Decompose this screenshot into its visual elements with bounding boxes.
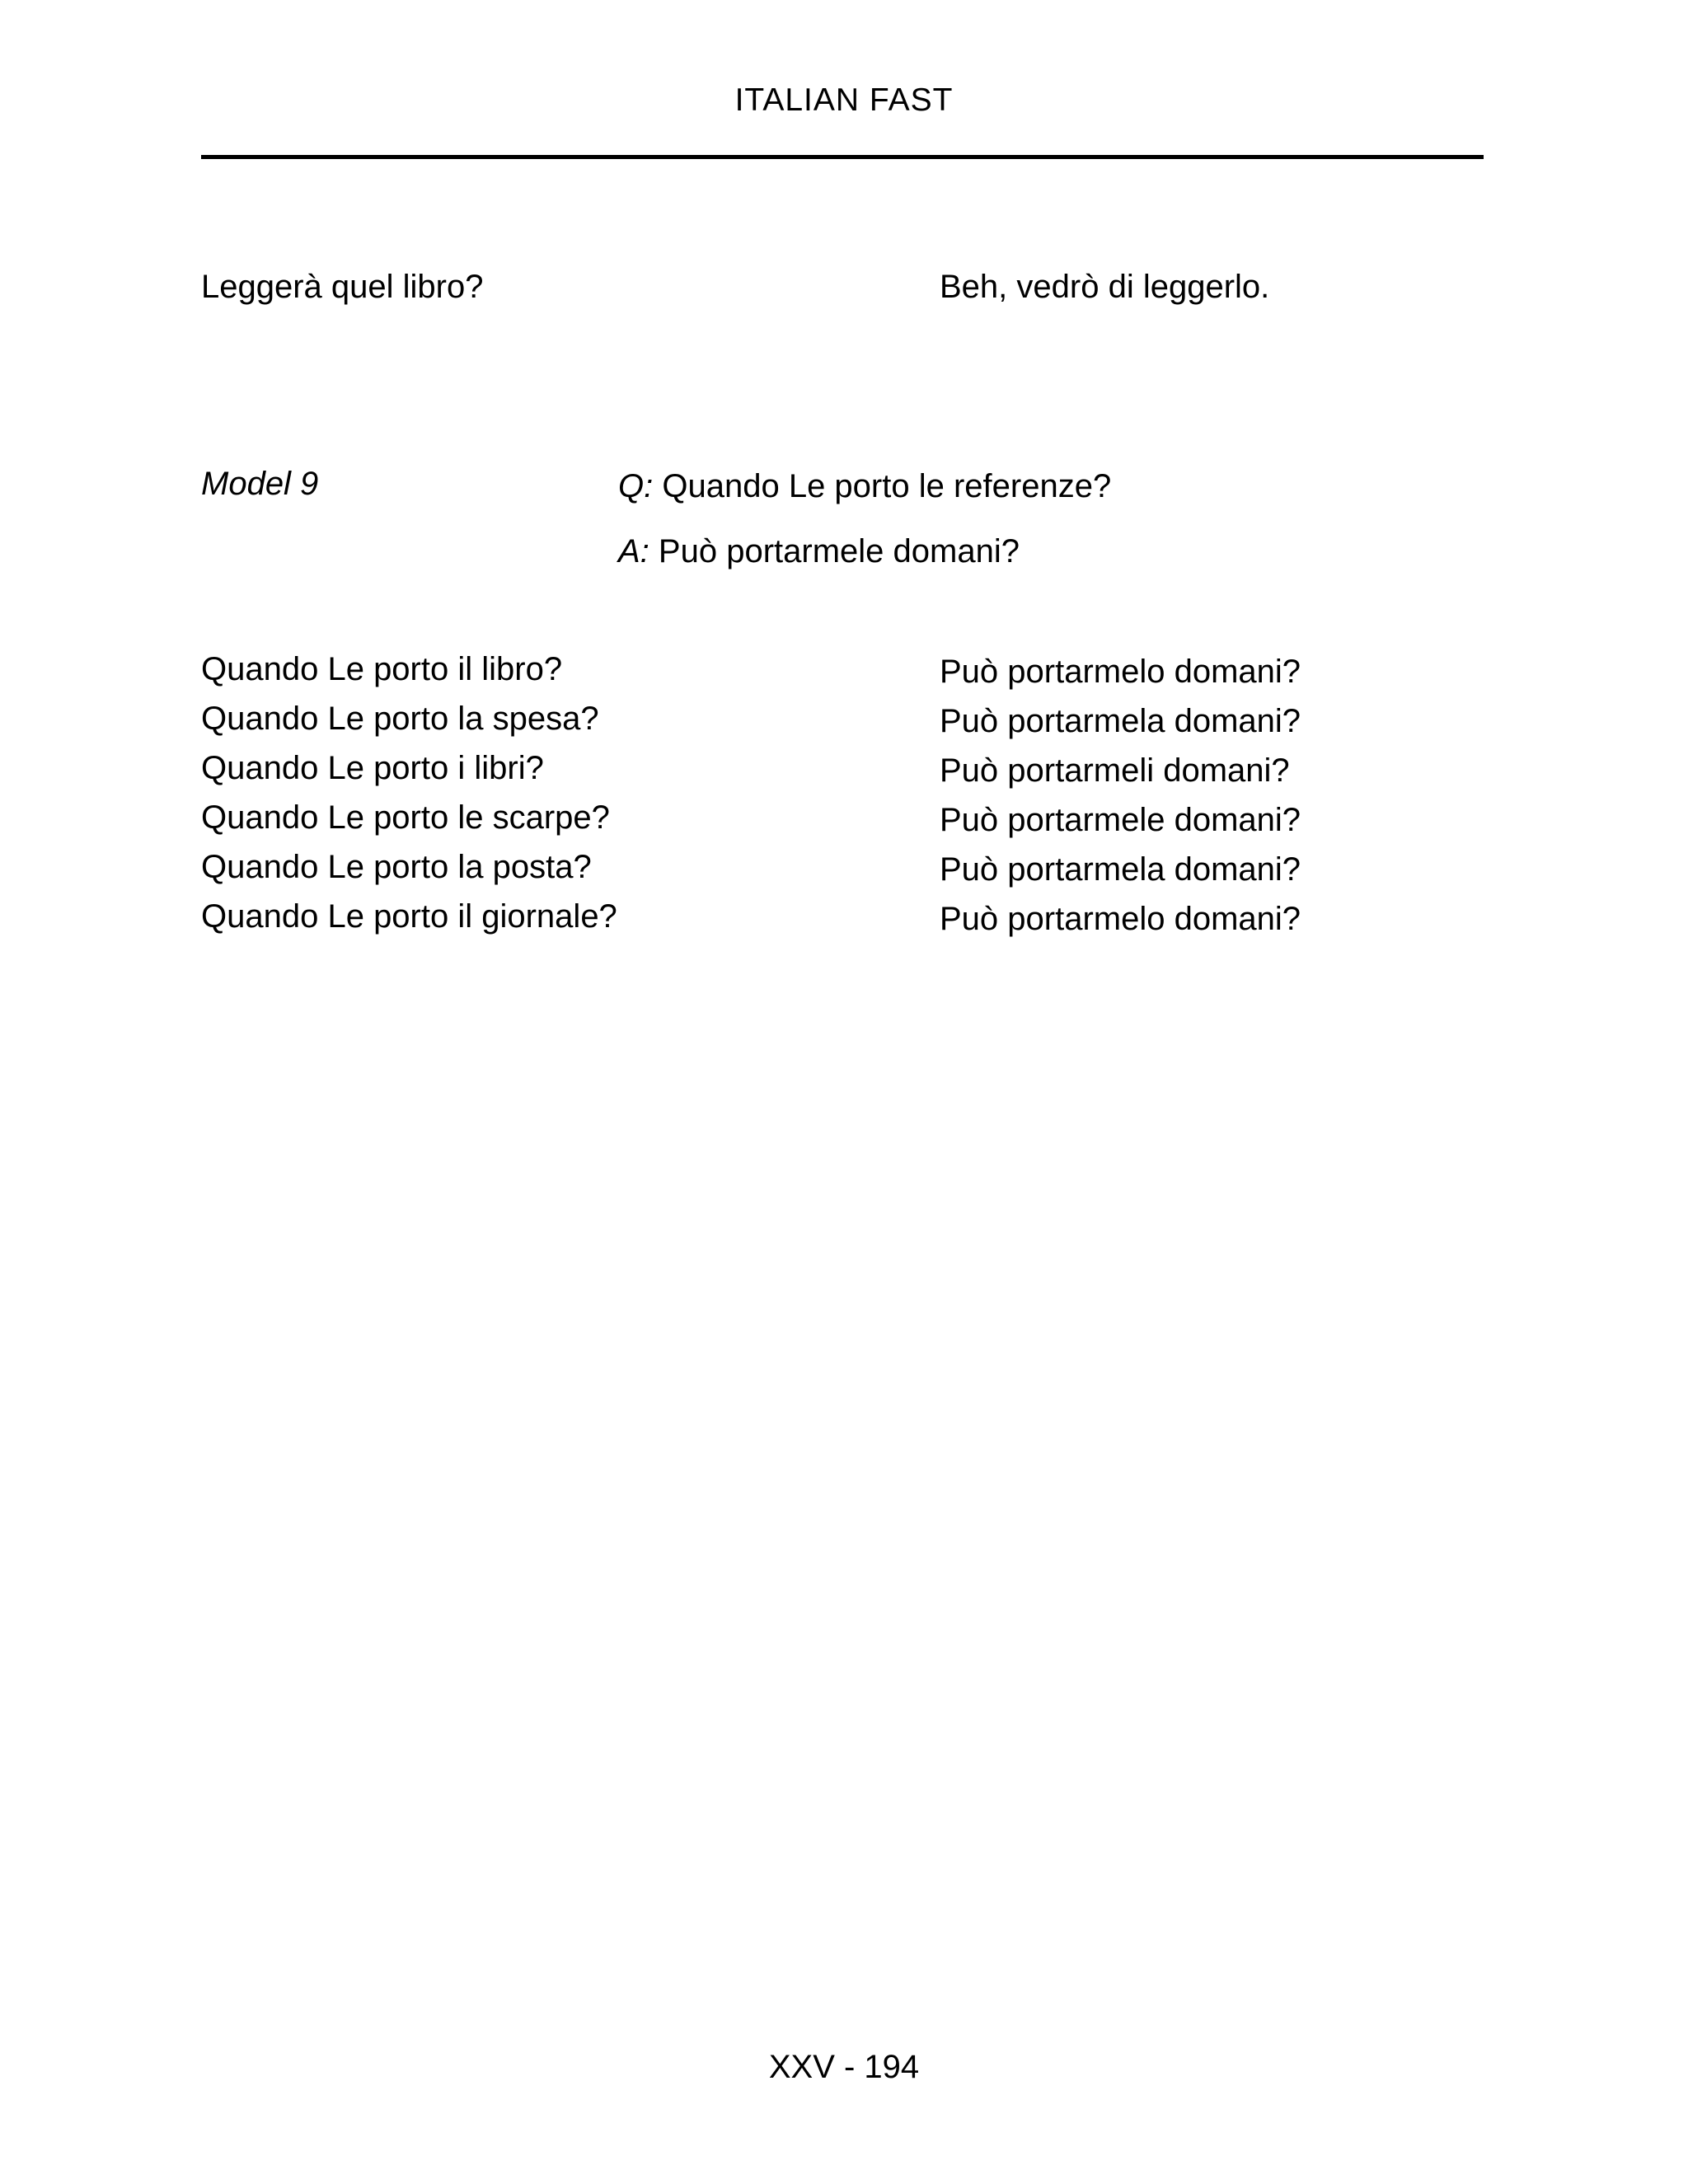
model-q-text: Quando Le porto le referenze? bbox=[662, 468, 1112, 504]
drill-cue: Quando Le porto i libri? bbox=[201, 750, 544, 786]
drill-response: Può portarmeli domani? bbox=[940, 752, 1290, 789]
drill-cue: Quando Le porto il libro? bbox=[201, 651, 563, 687]
example-question: Leggerà quel libro? bbox=[201, 269, 484, 305]
drill-response: Può portarmele domani? bbox=[940, 802, 1301, 838]
running-header: ITALIAN FAST bbox=[734, 82, 954, 118]
page-number: XXV - 194 bbox=[768, 2049, 920, 2085]
drill-cue: Quando Le porto il giornale? bbox=[201, 898, 617, 935]
model-a-text: Può portarmele domani? bbox=[658, 533, 1020, 569]
model-answer bbox=[618, 532, 1020, 571]
drill-cue: Quando Le porto la posta? bbox=[201, 849, 592, 885]
drill-cue: Quando Le porto le scarpe? bbox=[201, 799, 610, 836]
model-a-prefix: A: bbox=[618, 533, 649, 569]
drill-cue: Quando Le porto la spesa? bbox=[201, 701, 599, 737]
example-answer: Beh, vedrò di leggerlo. bbox=[940, 269, 1270, 305]
drill-response: Può portarmelo domani? bbox=[940, 901, 1301, 937]
header-divider bbox=[201, 155, 1484, 159]
model-label: Model 9 bbox=[201, 466, 319, 502]
drill-response: Può portarmela domani? bbox=[940, 851, 1301, 888]
model-question bbox=[618, 466, 1111, 506]
model-q-prefix: Q: bbox=[618, 468, 654, 504]
drill-response: Può portarmela domani? bbox=[940, 703, 1301, 739]
drill-response: Può portarmelo domani? bbox=[940, 654, 1301, 690]
